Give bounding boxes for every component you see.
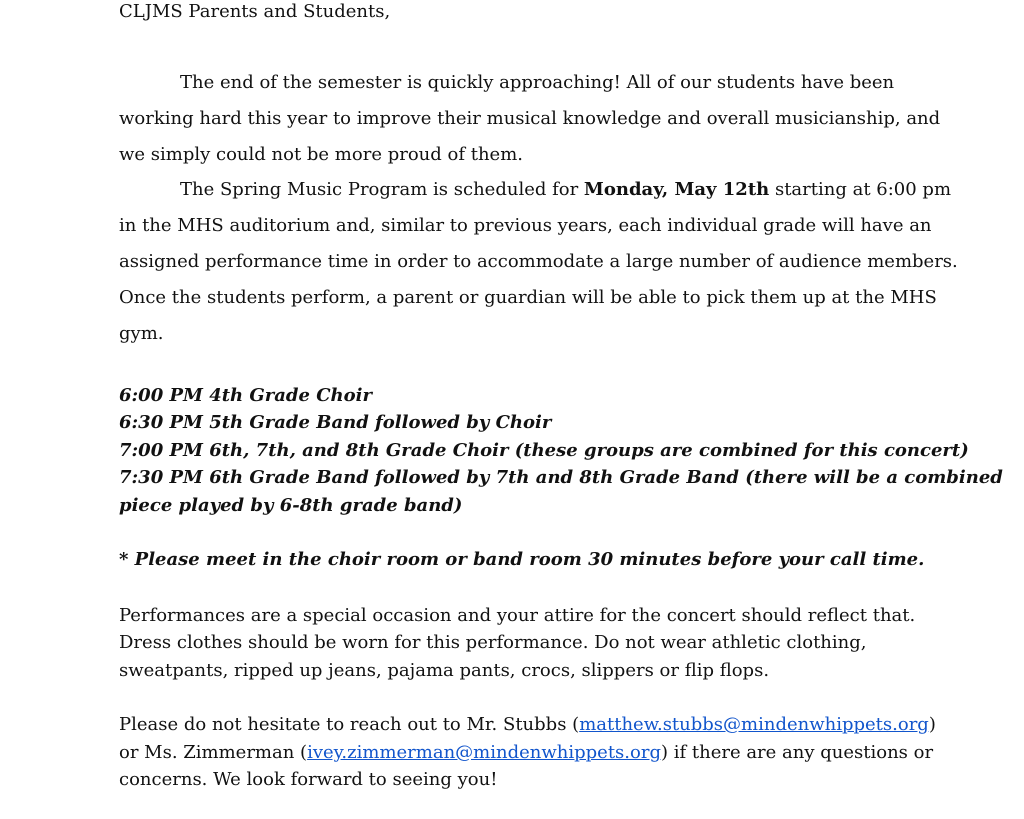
concert-date: Monday, May 12th: [583, 179, 770, 200]
paragraph2-line3: assigned performance time in order to accommodate a large number of audience members.: [119, 251, 958, 272]
schedule-item: piece played by 6-8th grade band): [119, 495, 463, 516]
schedule-item: 6:30 PM 5th Grade Band followed by Choir: [119, 412, 552, 433]
paragraph2-intro: The Spring Music Program is scheduled for: [180, 179, 584, 200]
stubbs-email-link[interactable]: matthew.stubbs@mindenwhippets.org: [579, 714, 929, 735]
paragraph2-line4: Once the students perform, a parent or guardian will be able to pick them up at the MHS: [119, 287, 937, 308]
contact-line3: concerns. We look forward to seeing you!: [119, 769, 498, 790]
paragraph2-start-time: starting at 6:00 pm: [769, 179, 952, 200]
contact-zimmerman-intro: or Ms. Zimmerman (: [119, 742, 308, 763]
call-time-note: * Please meet in the choir room or band room 30 minutes before your call time.: [119, 549, 925, 570]
contact-intro: Please do not hesitate to reach out to Mr. Stubbs (: [119, 714, 580, 735]
paragraph1-line3: we simply could not be more proud of them.: [119, 144, 523, 165]
contact-line2: [119, 742, 933, 764]
contact-line1: [119, 714, 936, 736]
attire-line1: Performances are a special occasion and your attire for the concert should reflect that.: [119, 605, 916, 626]
attire-line2: Dress clothes should be worn for this performance. Do not wear athletic clothing,: [119, 632, 867, 653]
contact-questions: ) if there are any questions or: [660, 742, 934, 763]
schedule-item: 7:30 PM 6th Grade Band followed by 7th and 8th Grade Band (there will be a combined: [119, 467, 1003, 488]
paragraph2-line1: [180, 179, 951, 201]
schedule-item: 7:00 PM 6th, 7th, and 8th Grade Choir (these groups are combined for this concert): [119, 440, 969, 461]
greeting: CLJMS Parents and Students,: [119, 1, 391, 22]
contact-close-paren: ): [928, 714, 936, 735]
schedule-item: 6:00 PM 4th Grade Choir: [119, 385, 372, 406]
paragraph1-line1: The end of the semester is quickly approaching! All of our students have been: [180, 72, 895, 93]
zimmerman-email-link[interactable]: ivey.zimmerman@mindenwhippets.org: [307, 742, 661, 763]
paragraph2-line5: gym.: [119, 323, 164, 344]
paragraph2-line2: in the MHS auditorium and, similar to previous years, each individual grade will have an: [119, 215, 932, 236]
attire-line3: sweatpants, ripped up jeans, pajama pants, crocs, slippers or flip flops.: [119, 660, 770, 681]
paragraph1-line2: working hard this year to improve their musical knowledge and overall musicianship, and: [119, 108, 941, 129]
